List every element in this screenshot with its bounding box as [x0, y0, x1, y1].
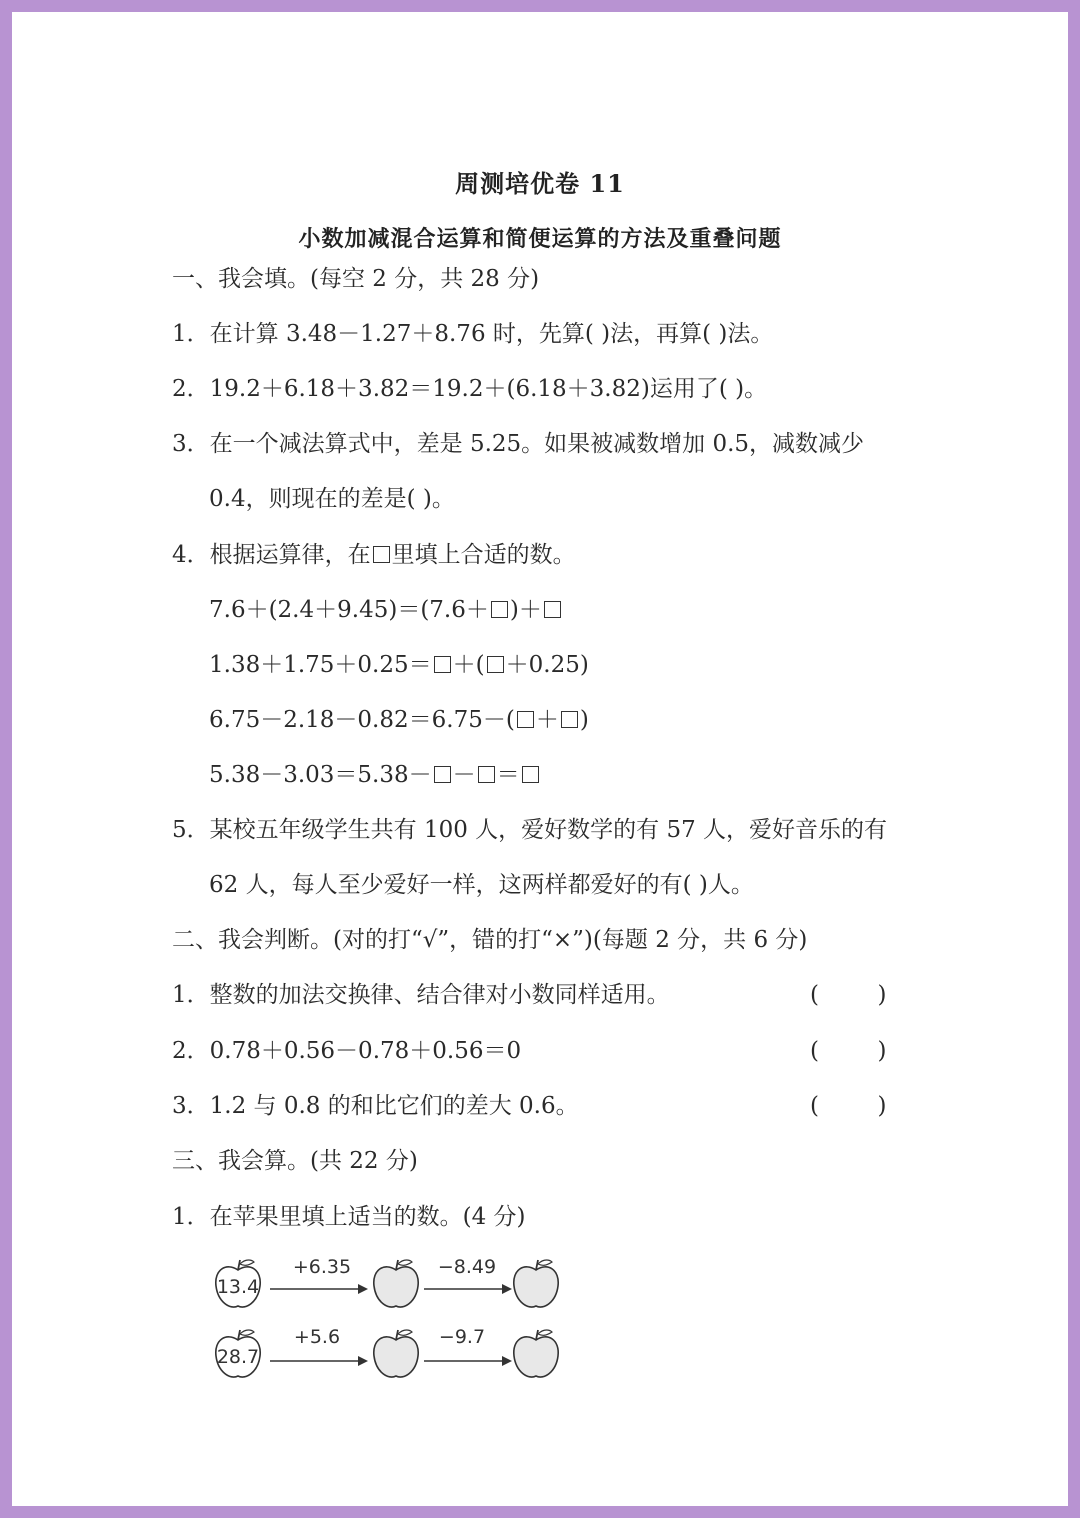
- apple-chain-2: [212, 1322, 572, 1392]
- apple-chain-1: [212, 1252, 572, 1322]
- eq1-part-b: )＋: [509, 597, 542, 623]
- arrow-right-icon: [270, 1282, 370, 1296]
- eq4-part-c: ＝: [496, 762, 520, 788]
- arrow-right-icon: [424, 1282, 514, 1296]
- section1-heading: 一、我会填。(每空 2 分，共 28 分): [172, 266, 540, 292]
- equation-1: [209, 595, 563, 625]
- page-title: 周测培优卷 11: [455, 169, 625, 198]
- operation-label: −8.49: [437, 1256, 497, 1278]
- s1-question-1: 1．在计算 3.48－1.27＋8.76 时，先算( )法，再算( )法。: [172, 321, 774, 347]
- page-subtitle: 小数加减混合运算和简便运算的方法及重叠问题: [298, 226, 782, 252]
- equation-3: [209, 705, 589, 735]
- judge-item-2: 2．0.78＋0.56－0.78＋0.56＝0: [172, 1038, 522, 1064]
- answer-box[interactable]: [544, 601, 561, 618]
- arrow-right-icon: [424, 1354, 514, 1368]
- apple-answer[interactable]: [510, 1328, 562, 1382]
- operation-label: +6.35: [292, 1256, 352, 1278]
- answer-box[interactable]: [487, 656, 504, 673]
- answer-box[interactable]: [478, 766, 495, 783]
- answer-box[interactable]: [517, 711, 534, 728]
- answer-box-icon: [373, 546, 390, 563]
- answer-box[interactable]: [491, 601, 508, 618]
- worksheet-page: [12, 12, 1068, 1506]
- answer-box[interactable]: [561, 711, 578, 728]
- s1-question-3-line2: 0.4，则现在的差是( )。: [209, 486, 455, 512]
- eq3-part-b: ＋: [535, 707, 559, 733]
- eq2-part-c: ＋0.25): [505, 652, 589, 678]
- s1-question-3-line1: 3．在一个减法算式中，差是 5.25。如果被减数增加 0.5，减数减少: [172, 431, 865, 457]
- apple-answer[interactable]: [370, 1258, 422, 1312]
- eq4-part-b: －: [452, 762, 476, 788]
- apple-icon: [212, 1258, 264, 1312]
- answer-box[interactable]: [522, 766, 539, 783]
- eq1-part-a: 7.6＋(2.4＋9.45)＝(7.6＋: [209, 597, 489, 623]
- equation-2: [209, 650, 589, 680]
- section3-heading: 三、我会算。(共 22 分): [172, 1148, 418, 1174]
- judge-blank-2[interactable]: ( ): [810, 1038, 887, 1064]
- equation-4: [209, 760, 541, 790]
- s1-question-2: 2．19.2＋6.18＋3.82＝19.2＋(6.18＋3.82)运用了( )。: [172, 376, 768, 402]
- eq3-part-c: ): [579, 707, 589, 733]
- s1-question-5-line2: 62 人，每人至少爱好一样，这两样都爱好的有( )人。: [209, 872, 754, 898]
- eq4-part-a: 5.38－3.03＝5.38－: [209, 762, 432, 788]
- section2-heading: 二、我会判断。(对的打“√”，错的打“×”)(每题 2 分，共 6 分): [172, 927, 808, 953]
- apple-answer[interactable]: [510, 1258, 562, 1312]
- eq3-part-a: 6.75－2.18－0.82＝6.75－(: [209, 707, 515, 733]
- apple-start-value: 13.4: [216, 1276, 260, 1298]
- q4-suffix: 里填上合适的数。: [391, 542, 576, 568]
- judge-item-3: 3．1.2 与 0.8 的和比它们的差大 0.6。: [172, 1093, 579, 1119]
- apple-icon: [212, 1328, 264, 1382]
- apple-answer[interactable]: [370, 1328, 422, 1382]
- eq2-part-a: 1.38＋1.75＋0.25＝: [209, 652, 432, 678]
- answer-box[interactable]: [434, 656, 451, 673]
- answer-box[interactable]: [434, 766, 451, 783]
- eq2-part-b: ＋(: [452, 652, 485, 678]
- arrow-right-icon: [270, 1354, 370, 1368]
- judge-item-1: 1．整数的加法交换律、结合律对小数同样适用。: [172, 982, 670, 1008]
- apple-start-value: 28.7: [216, 1346, 260, 1368]
- operation-label: +5.6: [293, 1326, 341, 1348]
- operation-label: −9.7: [438, 1326, 486, 1348]
- q4-prefix: 4．根据运算律，在: [172, 542, 371, 568]
- judge-blank-3[interactable]: ( ): [810, 1093, 887, 1119]
- judge-blank-1[interactable]: ( ): [810, 982, 887, 1008]
- s1-question-5-line1: 5．某校五年级学生共有 100 人，爱好数学的有 57 人，爱好音乐的有: [172, 817, 888, 843]
- s1-question-4: [172, 540, 576, 570]
- s3-question-1: 1．在苹果里填上适当的数。(4 分): [172, 1204, 526, 1230]
